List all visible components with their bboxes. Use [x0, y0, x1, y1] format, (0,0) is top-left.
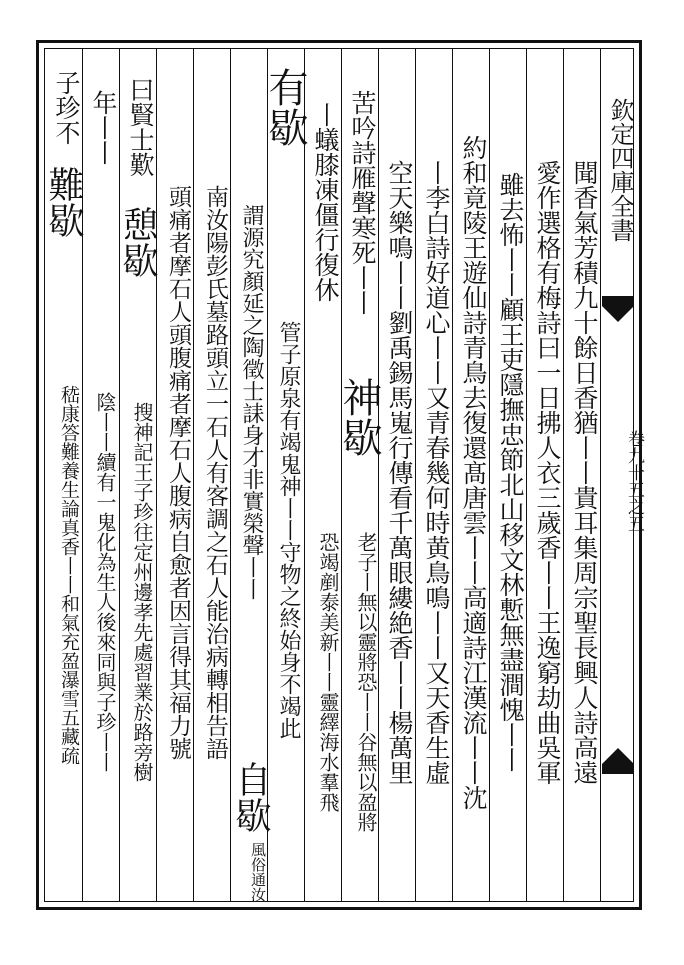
- entry-heading: 難歇: [43, 166, 84, 238]
- text-column-1: [565, 52, 601, 892]
- column-text: 丨李白詩好道心丨丨又青春幾何時黄鳥鳴丨丨又天香生虛: [422, 159, 451, 785]
- text-column-11: [195, 52, 231, 892]
- text-column-3: [491, 52, 527, 892]
- column-note: 陰丨丨續有一鬼化為生人後來同與子珍丨丨: [93, 392, 117, 772]
- text-column-5: [417, 52, 453, 892]
- entry-heading: 憩歇: [117, 206, 158, 278]
- text-column-9: [262, 52, 308, 892]
- column-text: 空天樂鳴丨丨劉禹錫馬嵬行傳看千萬眼縷絶香丨丨楊萬里: [385, 159, 414, 785]
- column-note: 風俗通汝: [249, 842, 267, 902]
- text-column-14: [84, 52, 120, 892]
- column-note: 恐竭剷泰美新丨丨靈繹海水羣飛: [316, 532, 340, 812]
- text-column-12: [158, 52, 194, 892]
- fish-tail-mark-top: [602, 296, 634, 322]
- column-text: 謂源究顏延之陶徵士誄身才非實榮聲丨丨: [239, 204, 264, 600]
- text-column-15: [43, 52, 84, 892]
- text-column-8: [306, 52, 342, 892]
- column-note: 搜神記王子珍往定州邊孝先處習業於路旁樹: [130, 402, 154, 782]
- gutter-volume-label: 卷九十五之五: [624, 430, 644, 532]
- column-text: 年丨丨: [89, 89, 118, 165]
- entry-heading: 自歇: [230, 761, 271, 833]
- text-column-10: [230, 52, 271, 902]
- entry-heading: 神歇: [336, 377, 382, 457]
- text-column-4: [454, 52, 490, 892]
- text-column-7: [336, 52, 382, 892]
- column-text: 苦吟詩雁聲寒死丨丨: [348, 89, 377, 315]
- column-text: 管子原泉有竭鬼神丨丨守物之終始身不竭此: [276, 320, 301, 739]
- column-note: 嵇康答難養生論真香丨丨和氣充盈瀑雪五藏疏: [58, 384, 80, 765]
- column-text: 南汝陽彭氏墓路頭立一石人有客調之石人能治病轉相告語: [202, 184, 228, 760]
- column-text: 愛作選格有梅詩曰一日拂人衣三歲香丨丨王逸窮劫曲吳軍: [533, 159, 562, 785]
- text-column-13: [117, 52, 158, 892]
- column-text: 頭痛者摩石人頭腹痛者摩石人腹病自愈者因言得其福力號: [165, 184, 191, 760]
- column-note: 老子丨無以靈將恐丨丨谷無以盈將: [354, 532, 378, 832]
- text-column-2: [528, 52, 564, 892]
- fish-tail-mark-bottom: [602, 748, 634, 774]
- text-column-6: [380, 52, 416, 892]
- column-text: 約和竟陵王遊仙詩青鳥去復還髙唐雲丨丨高適詩江漢流丨丨沈: [459, 134, 488, 810]
- column-text: 聞香氣芳積九十餘日香猶丨丨貴耳集周宗聖長興人詩高遠: [570, 159, 599, 785]
- entry-heading: 有歇: [262, 67, 308, 147]
- column-text: 曰賢士歎: [126, 77, 155, 177]
- column-text: 雖去怖丨丨顧王吏隱撫忠節北山移文林慙無盡澗愧丨丨: [496, 172, 525, 772]
- gutter-book-title: 欽定四庫全書: [606, 98, 634, 242]
- column-text: 子珍不: [52, 69, 81, 145]
- column-text: 丨蟻膝凍僵行復休: [311, 102, 340, 302]
